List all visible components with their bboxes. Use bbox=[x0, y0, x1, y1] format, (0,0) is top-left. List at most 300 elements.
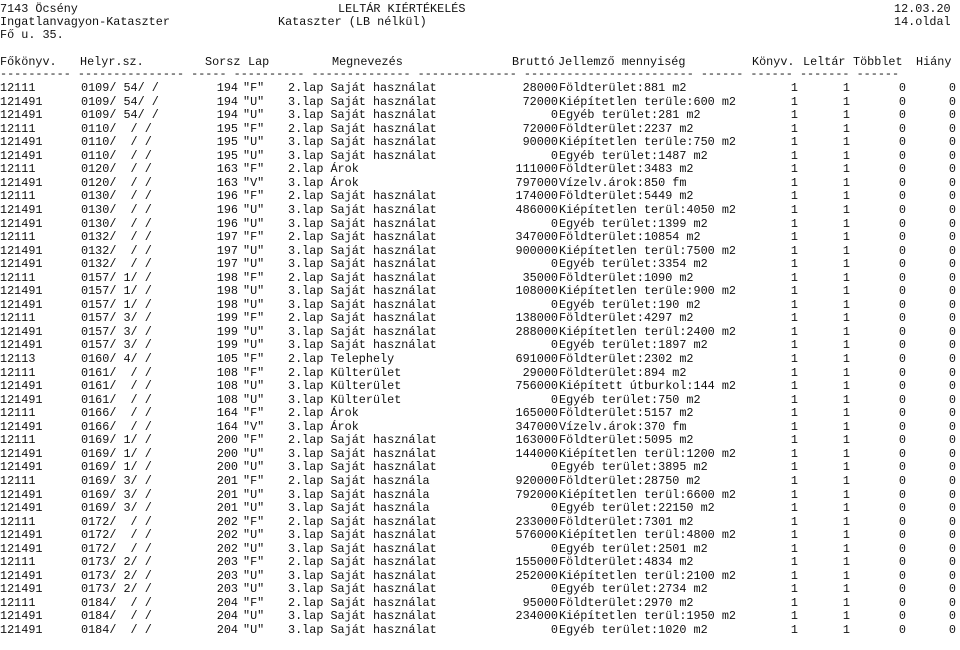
cell-helyrsz: 0172/ / / bbox=[81, 514, 152, 529]
cell-brutto: 288000 bbox=[515, 324, 558, 339]
cell-hiany: 0 bbox=[948, 609, 956, 624]
table-row bbox=[0, 434, 960, 447]
cell-megnev: 2.lap Saját használat bbox=[288, 311, 437, 326]
cell-jellemzo: Egyéb terület:22150 m2 bbox=[559, 501, 715, 516]
cell-sorsz: 197 bbox=[216, 257, 238, 272]
cell-lap: "U" bbox=[243, 216, 265, 231]
cell-konyv: 1 bbox=[790, 514, 798, 529]
cell-tobblet: 0 bbox=[898, 216, 906, 231]
cell-konyv: 1 bbox=[790, 175, 798, 190]
cell-helyrsz: 0160/ 4/ / bbox=[81, 352, 152, 366]
cell-jellemzo: Egyéb terület:281 m2 bbox=[559, 108, 701, 123]
table-row bbox=[0, 218, 960, 231]
cell-sorsz: 199 bbox=[216, 311, 238, 326]
cell-fokonyv: 121491 bbox=[0, 324, 43, 339]
cell-helyrsz: 0184/ / / bbox=[81, 623, 152, 637]
table-row bbox=[0, 231, 960, 244]
cell-lap: "U" bbox=[243, 324, 265, 339]
col-konyv: Könyv. bbox=[752, 55, 795, 69]
cell-tobblet: 0 bbox=[898, 189, 906, 204]
cell-leltar: 1 bbox=[842, 189, 850, 204]
cell-megnev: 3.lap Saját használat bbox=[288, 623, 437, 637]
cell-leltar: 1 bbox=[842, 148, 850, 163]
cell-hiany: 0 bbox=[948, 555, 956, 570]
cell-tobblet: 0 bbox=[898, 433, 906, 448]
cell-tobblet: 0 bbox=[898, 487, 906, 502]
cell-megnev: 3.lap Saját használat bbox=[288, 216, 437, 231]
cell-leltar: 1 bbox=[842, 121, 850, 136]
cell-helyrsz: 0184/ / / bbox=[81, 609, 152, 624]
cell-hiany: 0 bbox=[948, 433, 956, 448]
cell-helyrsz: 0161/ / / bbox=[81, 392, 152, 407]
cell-leltar: 1 bbox=[842, 135, 850, 150]
cell-jellemzo: Vízelv.árok:370 fm bbox=[559, 419, 687, 434]
cell-leltar: 1 bbox=[842, 446, 850, 461]
cell-jellemzo: Kiépítetlen terüle:900 m2 bbox=[559, 284, 736, 299]
cell-leltar: 1 bbox=[842, 595, 850, 610]
cell-hiany: 0 bbox=[948, 501, 956, 516]
cell-jellemzo: Kiépítetlen terül:2400 m2 bbox=[559, 324, 736, 339]
cell-megnev: 2.lap Saját használa bbox=[288, 473, 430, 488]
cell-leltar: 1 bbox=[842, 202, 850, 217]
cell-lap: "F" bbox=[243, 433, 265, 448]
cell-konyv: 1 bbox=[790, 623, 798, 637]
cell-lap: "V" bbox=[243, 175, 265, 190]
cell-tobblet: 0 bbox=[898, 623, 906, 637]
cell-leltar: 1 bbox=[842, 270, 850, 285]
cell-tobblet: 0 bbox=[898, 108, 906, 123]
cell-brutto: 29000 bbox=[522, 365, 558, 380]
cell-leltar: 1 bbox=[842, 433, 850, 448]
cell-konyv: 1 bbox=[790, 365, 798, 380]
cell-helyrsz: 0157/ 1/ / bbox=[81, 297, 152, 312]
cell-megnev: 2.lap Saját használat bbox=[288, 121, 437, 136]
cell-hiany: 0 bbox=[948, 324, 956, 339]
cell-fokonyv: 12111 bbox=[0, 555, 36, 570]
cell-sorsz: 163 bbox=[216, 162, 238, 177]
cell-lap: "U" bbox=[243, 202, 265, 217]
table-row bbox=[0, 448, 960, 461]
cell-brutto: 756000 bbox=[515, 379, 558, 394]
cell-hiany: 0 bbox=[948, 406, 956, 421]
cell-megnev: 3.lap Saját használat bbox=[288, 284, 437, 299]
cell-lap: "U" bbox=[243, 446, 265, 461]
cell-fokonyv: 121491 bbox=[0, 175, 43, 190]
cell-fokonyv: 12111 bbox=[0, 162, 36, 177]
cell-brutto: 72000 bbox=[522, 121, 558, 136]
cell-sorsz: 202 bbox=[216, 514, 238, 529]
col-megnevezes: Megnevezés bbox=[332, 55, 403, 69]
cell-brutto: 144000 bbox=[515, 446, 558, 461]
cell-hiany: 0 bbox=[948, 460, 956, 475]
cell-fokonyv: 12111 bbox=[0, 189, 36, 204]
cell-brutto: 691000 bbox=[515, 352, 558, 366]
cell-fokonyv: 121491 bbox=[0, 487, 43, 502]
cell-fokonyv: 121491 bbox=[0, 528, 43, 543]
cell-konyv: 1 bbox=[790, 379, 798, 394]
table-row bbox=[0, 163, 960, 176]
cell-helyrsz: 0157/ 1/ / bbox=[81, 284, 152, 299]
cell-megnev: 3.lap Saját használat bbox=[288, 528, 437, 543]
cell-fokonyv: 121491 bbox=[0, 94, 43, 109]
cell-lap: "U" bbox=[243, 257, 265, 272]
cell-leltar: 1 bbox=[842, 568, 850, 583]
cell-megnev: 2.lap Saját használat bbox=[288, 189, 437, 204]
cell-hiany: 0 bbox=[948, 311, 956, 326]
cell-tobblet: 0 bbox=[898, 352, 906, 366]
cell-megnev: 3.lap Saját használat bbox=[288, 94, 437, 109]
cell-leltar: 1 bbox=[842, 243, 850, 258]
address: Fő u. 35. bbox=[0, 28, 64, 42]
cell-sorsz: 108 bbox=[216, 379, 238, 394]
cell-sorsz: 197 bbox=[216, 243, 238, 258]
cell-helyrsz: 0169/ 1/ / bbox=[81, 460, 152, 475]
cell-jellemzo: Kiépítetlen terül:7500 m2 bbox=[559, 243, 736, 258]
col-hiany: Hiány bbox=[916, 55, 952, 69]
table-row bbox=[0, 245, 960, 258]
cell-tobblet: 0 bbox=[898, 379, 906, 394]
cell-tobblet: 0 bbox=[898, 230, 906, 245]
table-row bbox=[0, 475, 960, 488]
cell-brutto: 252000 bbox=[515, 568, 558, 583]
table-row bbox=[0, 123, 960, 136]
cell-helyrsz: 0161/ / / bbox=[81, 365, 152, 380]
cell-konyv: 1 bbox=[790, 433, 798, 448]
report-subtitle: Kataszter (LB nélkül) bbox=[278, 15, 427, 29]
report-date: 12.03.20 bbox=[894, 2, 951, 16]
cell-sorsz: 203 bbox=[216, 582, 238, 597]
cell-jellemzo: Földterület:5095 m2 bbox=[559, 433, 694, 448]
cell-tobblet: 0 bbox=[898, 284, 906, 299]
cell-fokonyv: 121491 bbox=[0, 297, 43, 312]
cell-fokonyv: 121491 bbox=[0, 216, 43, 231]
table-row bbox=[0, 407, 960, 420]
cell-lap: "U" bbox=[243, 379, 265, 394]
page-number: 14.oldal bbox=[894, 15, 951, 29]
cell-megnev: 3.lap Saját használat bbox=[288, 297, 437, 312]
table-row bbox=[0, 150, 960, 163]
cell-lap: "F" bbox=[243, 406, 265, 421]
cell-hiany: 0 bbox=[948, 297, 956, 312]
cell-sorsz: 201 bbox=[216, 487, 238, 502]
cell-konyv: 1 bbox=[790, 419, 798, 434]
cell-lap: "F" bbox=[243, 514, 265, 529]
cell-brutto: 0 bbox=[550, 108, 558, 123]
cell-brutto: 0 bbox=[550, 460, 558, 475]
cell-fokonyv: 121491 bbox=[0, 338, 43, 353]
cell-tobblet: 0 bbox=[898, 595, 906, 610]
cell-jellemzo: Földterület:28750 m2 bbox=[559, 473, 701, 488]
cell-jellemzo: Földterület:7301 m2 bbox=[559, 514, 694, 529]
cell-sorsz: 204 bbox=[216, 609, 238, 624]
cell-konyv: 1 bbox=[790, 460, 798, 475]
cell-lap: "F" bbox=[243, 162, 265, 177]
cell-tobblet: 0 bbox=[898, 473, 906, 488]
table-row bbox=[0, 529, 960, 542]
cell-sorsz: 204 bbox=[216, 595, 238, 610]
cell-konyv: 1 bbox=[790, 189, 798, 204]
cell-lap: "F" bbox=[243, 121, 265, 136]
cell-hiany: 0 bbox=[948, 528, 956, 543]
cell-leltar: 1 bbox=[842, 541, 850, 556]
cell-hiany: 0 bbox=[948, 230, 956, 245]
cell-lap: "F" bbox=[243, 230, 265, 245]
cell-tobblet: 0 bbox=[898, 175, 906, 190]
cell-sorsz: 199 bbox=[216, 324, 238, 339]
cell-fokonyv: 121491 bbox=[0, 284, 43, 299]
cell-hiany: 0 bbox=[948, 94, 956, 109]
col-brutto: Bruttó bbox=[512, 55, 555, 69]
cell-megnev: 3.lap Saját használat bbox=[288, 568, 437, 583]
cell-lap: "U" bbox=[243, 623, 265, 637]
cell-konyv: 1 bbox=[790, 108, 798, 123]
cell-konyv: 1 bbox=[790, 284, 798, 299]
cell-leltar: 1 bbox=[842, 81, 850, 95]
cell-lap: "U" bbox=[243, 94, 265, 109]
cell-fokonyv: 12111 bbox=[0, 121, 36, 136]
cell-helyrsz: 0109/ 54/ / bbox=[81, 81, 159, 95]
cell-brutto: 797000 bbox=[515, 175, 558, 190]
cell-leltar: 1 bbox=[842, 311, 850, 326]
cell-jellemzo: Földterület:894 m2 bbox=[559, 365, 687, 380]
cell-lap: "F" bbox=[243, 189, 265, 204]
cell-hiany: 0 bbox=[948, 446, 956, 461]
cell-konyv: 1 bbox=[790, 216, 798, 231]
cell-hiany: 0 bbox=[948, 175, 956, 190]
cell-megnev: 3.lap Saját használat bbox=[288, 446, 437, 461]
cell-jellemzo: Egyéb terület:1487 m2 bbox=[559, 148, 708, 163]
cell-brutto: 155000 bbox=[515, 555, 558, 570]
cell-lap: "U" bbox=[243, 392, 265, 407]
cell-konyv: 1 bbox=[790, 446, 798, 461]
cell-konyv: 1 bbox=[790, 392, 798, 407]
table-row bbox=[0, 177, 960, 190]
cell-brutto: 920000 bbox=[515, 473, 558, 488]
cell-tobblet: 0 bbox=[898, 365, 906, 380]
cell-megnev: 3.lap Saját használat bbox=[288, 324, 437, 339]
cell-brutto: 0 bbox=[550, 541, 558, 556]
cell-tobblet: 0 bbox=[898, 582, 906, 597]
cell-brutto: 0 bbox=[550, 338, 558, 353]
cell-brutto: 0 bbox=[550, 582, 558, 597]
cell-megnev: 3.lap Saját használat bbox=[288, 338, 437, 353]
cell-jellemzo: Földterület:5157 m2 bbox=[559, 406, 694, 421]
cell-hiany: 0 bbox=[948, 379, 956, 394]
cell-sorsz: 198 bbox=[216, 284, 238, 299]
cell-lap: "U" bbox=[243, 501, 265, 516]
table-row bbox=[0, 367, 960, 380]
cell-jellemzo: Vízelv.árok:850 fm bbox=[559, 175, 687, 190]
cell-konyv: 1 bbox=[790, 324, 798, 339]
cell-megnev: 3.lap Saját használa bbox=[288, 487, 430, 502]
col-tobblet: Többlet bbox=[853, 55, 903, 69]
cell-helyrsz: 0184/ / / bbox=[81, 595, 152, 610]
cell-lap: "F" bbox=[243, 311, 265, 326]
cell-fokonyv: 121491 bbox=[0, 148, 43, 163]
table-row bbox=[0, 326, 960, 339]
cell-jellemzo: Földterület:4834 m2 bbox=[559, 555, 694, 570]
cell-jellemzo: Földterület:2302 m2 bbox=[559, 352, 694, 366]
cell-fokonyv: 12113 bbox=[0, 352, 36, 366]
cell-sorsz: 196 bbox=[216, 202, 238, 217]
cell-hiany: 0 bbox=[948, 473, 956, 488]
cell-konyv: 1 bbox=[790, 487, 798, 502]
cell-hiany: 0 bbox=[948, 582, 956, 597]
cell-tobblet: 0 bbox=[898, 514, 906, 529]
cell-lap: "U" bbox=[243, 338, 265, 353]
table-row bbox=[0, 489, 960, 502]
cell-brutto: 90000 bbox=[522, 135, 558, 150]
cell-sorsz: 195 bbox=[216, 121, 238, 136]
cell-lap: "U" bbox=[243, 541, 265, 556]
cell-konyv: 1 bbox=[790, 94, 798, 109]
cell-leltar: 1 bbox=[842, 419, 850, 434]
cell-hiany: 0 bbox=[948, 365, 956, 380]
cell-brutto: 0 bbox=[550, 623, 558, 637]
cell-hiany: 0 bbox=[948, 135, 956, 150]
cell-helyrsz: 0157/ 3/ / bbox=[81, 311, 152, 326]
cell-leltar: 1 bbox=[842, 352, 850, 366]
cell-helyrsz: 0157/ 3/ / bbox=[81, 324, 152, 339]
cell-megnev: 2.lap Saját használat bbox=[288, 270, 437, 285]
cell-sorsz: 195 bbox=[216, 135, 238, 150]
cell-jellemzo: Egyéb terület:3895 m2 bbox=[559, 460, 708, 475]
cell-megnev: 3.lap Saját használat bbox=[288, 257, 437, 272]
cell-konyv: 1 bbox=[790, 406, 798, 421]
cell-leltar: 1 bbox=[842, 297, 850, 312]
cell-brutto: 72000 bbox=[522, 94, 558, 109]
cell-megnev: 3.lap Saját használat bbox=[288, 202, 437, 217]
cell-helyrsz: 0173/ 2/ / bbox=[81, 555, 152, 570]
cell-sorsz: 164 bbox=[216, 406, 238, 421]
cell-konyv: 1 bbox=[790, 311, 798, 326]
cell-sorsz: 198 bbox=[216, 270, 238, 285]
cell-helyrsz: 0169/ 1/ / bbox=[81, 446, 152, 461]
cell-lap: "U" bbox=[243, 609, 265, 624]
table-row bbox=[0, 339, 960, 352]
cell-hiany: 0 bbox=[948, 202, 956, 217]
cell-fokonyv: 12111 bbox=[0, 433, 36, 448]
cell-helyrsz: 0166/ / / bbox=[81, 419, 152, 434]
cell-brutto: 35000 bbox=[522, 270, 558, 285]
table-row bbox=[0, 312, 960, 325]
cell-brutto: 234000 bbox=[515, 609, 558, 624]
cell-megnev: 2.lap Saját használat bbox=[288, 514, 437, 529]
cell-jellemzo: Egyéb terület:2501 m2 bbox=[559, 541, 708, 556]
cell-brutto: 138000 bbox=[515, 311, 558, 326]
cell-jellemzo: Földterület:2970 m2 bbox=[559, 595, 694, 610]
cell-helyrsz: 0120/ / / bbox=[81, 162, 152, 177]
cell-sorsz: 199 bbox=[216, 338, 238, 353]
cell-jellemzo: Kiépítetlen terül:1950 m2 bbox=[559, 609, 736, 624]
cell-fokonyv: 12111 bbox=[0, 473, 36, 488]
cell-fokonyv: 121491 bbox=[0, 243, 43, 258]
table-row bbox=[0, 353, 960, 366]
cell-konyv: 1 bbox=[790, 609, 798, 624]
cell-tobblet: 0 bbox=[898, 528, 906, 543]
cell-konyv: 1 bbox=[790, 162, 798, 177]
cell-fokonyv: 12111 bbox=[0, 81, 36, 95]
table-row bbox=[0, 380, 960, 393]
cell-brutto: 0 bbox=[550, 257, 558, 272]
cell-hiany: 0 bbox=[948, 121, 956, 136]
cell-hiany: 0 bbox=[948, 352, 956, 366]
cell-fokonyv: 121491 bbox=[0, 460, 43, 475]
cell-hiany: 0 bbox=[948, 419, 956, 434]
cell-leltar: 1 bbox=[842, 284, 850, 299]
cell-konyv: 1 bbox=[790, 135, 798, 150]
cell-konyv: 1 bbox=[790, 473, 798, 488]
cell-sorsz: 194 bbox=[216, 108, 238, 123]
table-row bbox=[0, 461, 960, 474]
cell-konyv: 1 bbox=[790, 230, 798, 245]
cell-helyrsz: 0172/ / / bbox=[81, 541, 152, 556]
cell-leltar: 1 bbox=[842, 406, 850, 421]
cell-sorsz: 108 bbox=[216, 365, 238, 380]
cell-leltar: 1 bbox=[842, 216, 850, 231]
cell-fokonyv: 12111 bbox=[0, 230, 36, 245]
cell-sorsz: 194 bbox=[216, 81, 238, 95]
cell-megnev: 2.lap Árok bbox=[288, 162, 359, 177]
cell-jellemzo: Kiépítetlen terül:6600 m2 bbox=[559, 487, 736, 502]
cell-brutto: 347000 bbox=[515, 230, 558, 245]
cell-hiany: 0 bbox=[948, 284, 956, 299]
cell-konyv: 1 bbox=[790, 243, 798, 258]
cell-tobblet: 0 bbox=[898, 148, 906, 163]
municipality-name: 7143 Öcsény bbox=[0, 2, 78, 16]
cell-konyv: 1 bbox=[790, 297, 798, 312]
cell-konyv: 1 bbox=[790, 501, 798, 516]
cell-hiany: 0 bbox=[948, 514, 956, 529]
cell-hiany: 0 bbox=[948, 487, 956, 502]
cell-megnev: 3.lap Saját használat bbox=[288, 243, 437, 258]
cell-jellemzo: Egyéb terület:2734 m2 bbox=[559, 582, 708, 597]
cell-helyrsz: 0157/ 3/ / bbox=[81, 338, 152, 353]
cell-jellemzo: Kiépített útburkol:144 m2 bbox=[559, 379, 736, 394]
cell-brutto: 28000 bbox=[522, 81, 558, 95]
table-row bbox=[0, 543, 960, 556]
cell-megnev: 2.lap Telephely bbox=[288, 352, 395, 366]
cell-sorsz: 203 bbox=[216, 568, 238, 583]
cell-konyv: 1 bbox=[790, 257, 798, 272]
cell-lap: "U" bbox=[243, 568, 265, 583]
cell-helyrsz: 0110/ / / bbox=[81, 148, 152, 163]
cell-brutto: 0 bbox=[550, 392, 558, 407]
cell-helyrsz: 0169/ 3/ / bbox=[81, 473, 152, 488]
cell-megnev: 2.lap Saját használat bbox=[288, 230, 437, 245]
table-row bbox=[0, 570, 960, 583]
cell-sorsz: 105 bbox=[216, 352, 238, 366]
cell-fokonyv: 12111 bbox=[0, 270, 36, 285]
cell-jellemzo: Kiépítetlen terül:4050 m2 bbox=[559, 202, 736, 217]
cell-fokonyv: 12111 bbox=[0, 365, 36, 380]
cell-fokonyv: 12111 bbox=[0, 595, 36, 610]
table-row bbox=[0, 516, 960, 529]
cell-leltar: 1 bbox=[842, 257, 850, 272]
cell-helyrsz: 0110/ / / bbox=[81, 135, 152, 150]
cell-fokonyv: 12111 bbox=[0, 406, 36, 421]
table-row bbox=[0, 502, 960, 515]
col-leltar: Leltár bbox=[803, 55, 846, 69]
cell-hiany: 0 bbox=[948, 108, 956, 123]
cell-fokonyv: 121491 bbox=[0, 501, 43, 516]
cell-helyrsz: 0109/ 54/ / bbox=[81, 108, 159, 123]
cell-hiany: 0 bbox=[948, 623, 956, 637]
cell-jellemzo: Földterület:1090 m2 bbox=[559, 270, 694, 285]
cell-tobblet: 0 bbox=[898, 270, 906, 285]
cell-brutto: 0 bbox=[550, 216, 558, 231]
cell-lap: "U" bbox=[243, 243, 265, 258]
